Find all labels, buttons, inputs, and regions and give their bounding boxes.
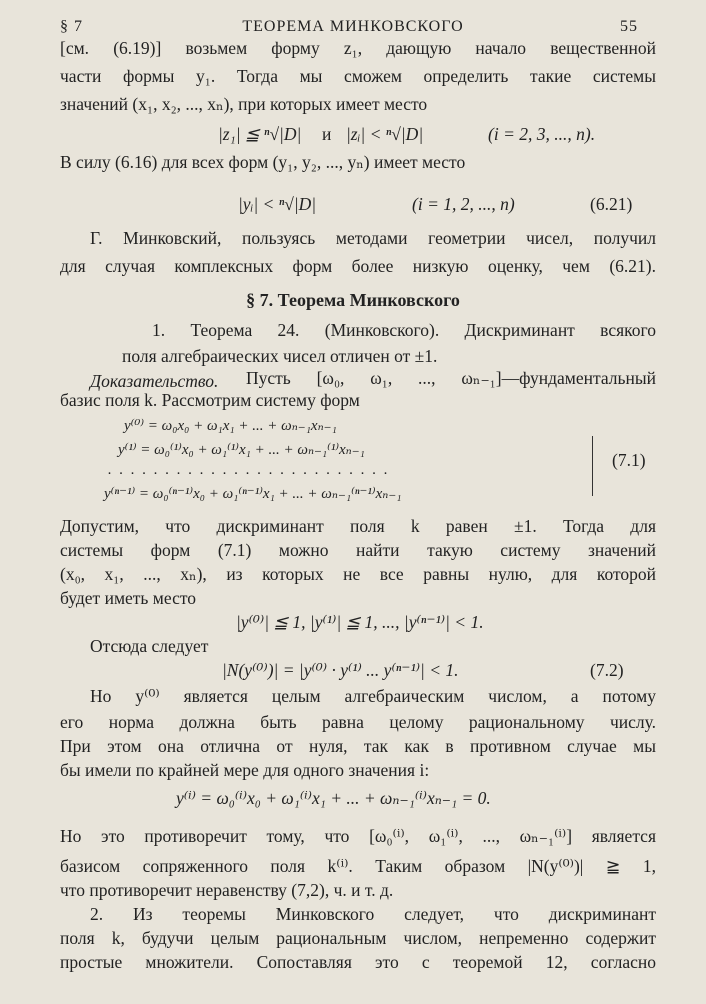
running-title: ТЕОРЕМА МИНКОВСКОГО xyxy=(242,18,464,35)
text-line: базисом сопряженного поля k⁽ⁱ⁾. Таким образом |N(y⁽⁰⁾)| ≧ 1, xyxy=(60,856,656,876)
formula-norm: |N(y⁽⁰⁾)| = |y⁽⁰⁾ · y⁽¹⁾ ... y⁽ⁿ⁻¹⁾| < 1. xyxy=(222,660,459,680)
text-line: При этом она отлична от нуля, так как в противном случае мы xyxy=(60,736,656,756)
page-number: 55 xyxy=(620,18,638,35)
proof-label: Доказательство. xyxy=(90,371,219,391)
text-line: Допустим, что дискриминант поля k равен ±1. Тогда для xyxy=(60,516,656,536)
text-line: Г. Минковский, пользуясь методами геометрии чисел, получил xyxy=(90,228,656,248)
text-line: системы форм (7.1) можно найти такую систему значений xyxy=(60,540,656,560)
formula-zero: y⁽ⁱ⁾ = ω₀⁽ⁱ⁾x₀ + ω₁⁽ⁱ⁾x₁ + ... + ωₙ₋₁⁽ⁱ⁾xₙ₋₁ = 0. xyxy=(176,788,491,808)
text-line: его норма должна быть равна целому рациональному числу. xyxy=(60,712,656,732)
text-line: Пусть [ω₀, ω₁, ..., ωₙ₋₁]—фундаментальный xyxy=(246,368,656,388)
text-line: В силу (6.16) для всех форм (y₁, y₂, ..., yₙ) имеет место xyxy=(60,152,466,172)
text-line: будет иметь место xyxy=(60,588,197,608)
formula-condition: (i = 2, 3, ..., n). xyxy=(488,124,596,144)
equation-number: (7.2) xyxy=(590,660,624,680)
equation-number: (7.1) xyxy=(612,450,646,470)
text-line: Отсюда следует xyxy=(90,636,209,656)
system-equation: y⁽⁰⁾ = ω₀x₀ + ω₁x₁ + ... + ωₙ₋₁xₙ₋₁ xyxy=(124,418,337,434)
system-equation: y⁽¹⁾ = ω₀⁽¹⁾x₀ + ω₁⁽¹⁾x₁ + ... + ωₙ₋₁⁽¹⁾xₙ₋₁ xyxy=(118,442,365,458)
theorem-line: поля алгебраических чисел отличен от ±1. xyxy=(122,346,438,366)
text-line: Но это противоречит тому, что [ω₀⁽ⁱ⁾, ω₁⁽ⁱ⁾, ..., ωₙ₋₁⁽ⁱ⁾] является xyxy=(60,826,656,846)
system-dots: . . . . . . . . . . . . . . . . . . . . . . . . . xyxy=(108,462,390,478)
formula-yi: |yᵢ| < ⁿ√|D| xyxy=(238,194,317,214)
text-line: [см. (6.19)] возьмем форму z₁, дающую начало вещественной xyxy=(60,38,656,58)
text-line: простые множители. Сопоставляя это с теоремой 12, согласно xyxy=(60,952,656,972)
theorem-line: 1. Теорема 24. (Минковского). Дискриминант всякого xyxy=(152,320,656,340)
text-line: бы имели по крайней мере для одного значения i: xyxy=(60,760,430,780)
equation-number: (6.21) xyxy=(590,194,633,214)
formula-condition: (i = 1, 2, ..., n) xyxy=(412,194,515,214)
system-brace xyxy=(586,436,593,496)
text-line: базис поля k. Рассмотрим систему форм xyxy=(60,390,360,410)
section-marker: § 7 xyxy=(60,18,83,35)
text-line: значений (x₁, x₂, ..., xₙ), при которых имеет место xyxy=(60,94,428,114)
text-line: 2. Из теоремы Минковского следует, что дискриминант xyxy=(90,904,656,924)
text-line: (x₀, x₁, ..., xₙ), из которых не все равны нулю, для которой xyxy=(60,564,656,584)
system-equation: y⁽ⁿ⁻¹⁾ = ω₀⁽ⁿ⁻¹⁾x₀ + ω₁⁽ⁿ⁻¹⁾x₁ + ... + ωₙ₋₁⁽ⁿ⁻¹⁾xₙ₋₁ xyxy=(104,486,402,502)
section-title: § 7. Теорема Минковского xyxy=(246,290,460,310)
text-line: части формы y₁. Тогда мы сможем определить такие системы xyxy=(60,66,656,86)
formula-z1: |z₁| ≦ ⁿ√|D| xyxy=(218,124,302,144)
text-line: поля k, будучи целым рациональным числом, непременно содержит xyxy=(60,928,656,948)
text-line: что противоречит неравенству (7,2), ч. и т. д. xyxy=(60,880,394,900)
text-line: для случая комплексных форм более низкую оценку, чем (6.21). xyxy=(60,256,656,276)
text-line: Но y⁽⁰⁾ является целым алгебраическим числом, а потому xyxy=(90,686,656,706)
formula-inequalities: |y⁽⁰⁾| ≦ 1, |y⁽¹⁾| ≦ 1, ..., |y⁽ⁿ⁻¹⁾| < 1. xyxy=(236,612,484,632)
formula-and: и xyxy=(322,124,332,144)
formula-zi: |zᵢ| < ⁿ√|D| xyxy=(346,124,424,144)
